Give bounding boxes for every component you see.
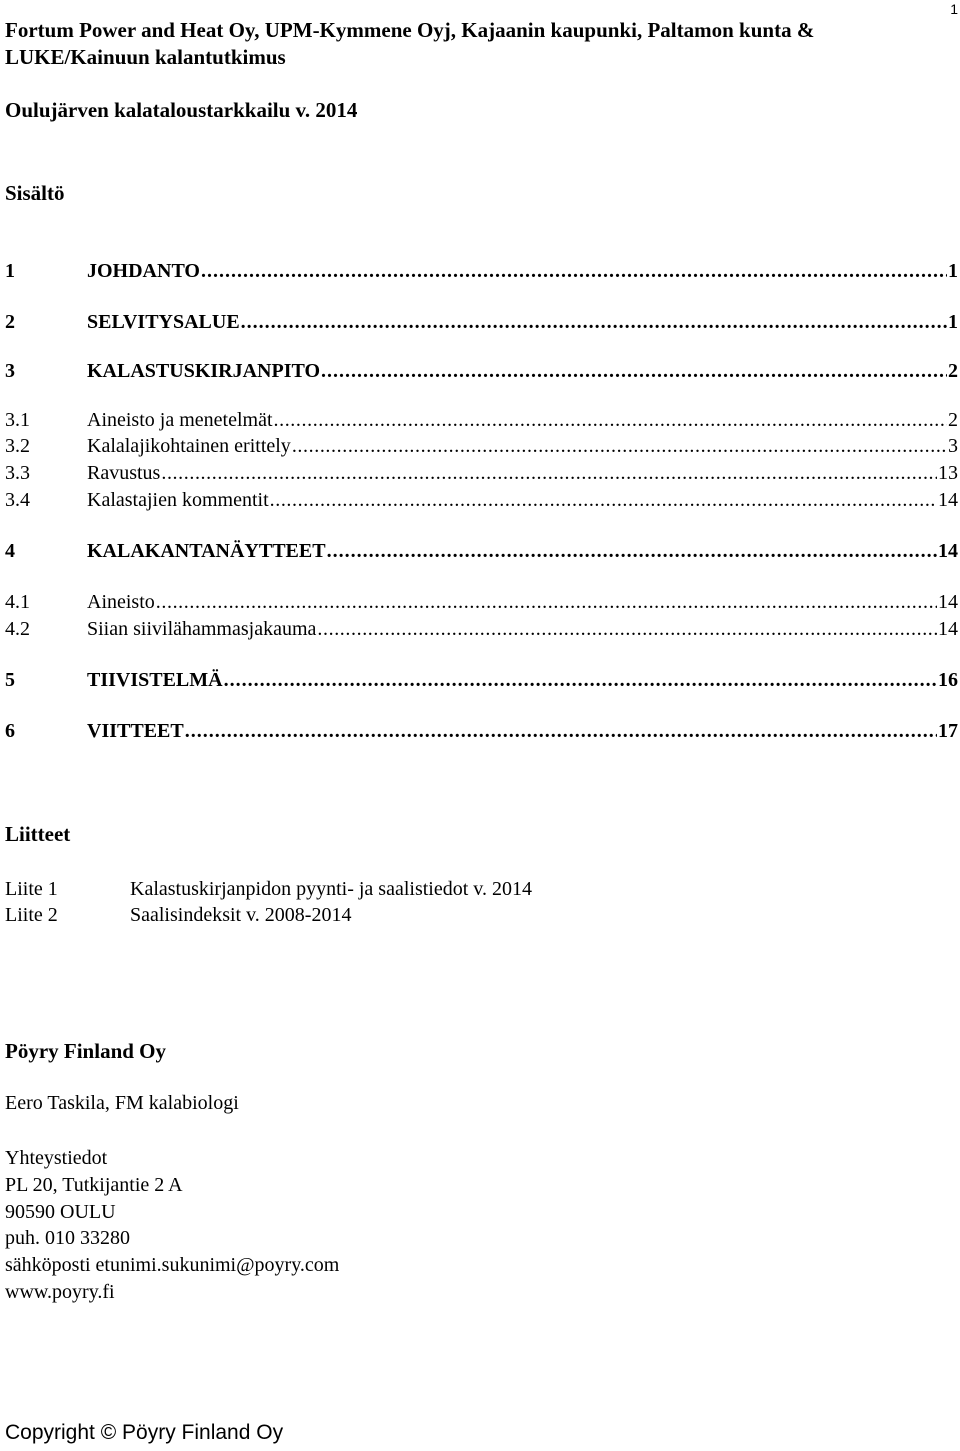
toc-entry[interactable] [5, 589, 958, 615]
toc-leader-dots [274, 407, 948, 433]
toc-entry-page: 3 [948, 435, 958, 457]
author: Eero Taskila, FM kalabiologi [5, 1092, 239, 1114]
toc-entry-title: KALASTUSKIRJANPITO [87, 360, 321, 382]
toc-entry-page: 14 [938, 540, 958, 562]
toc-entry-number: 3.4 [5, 489, 30, 511]
toc-entry-number: 4.2 [5, 618, 30, 640]
toc-leader-dots [185, 718, 937, 744]
appendix-label: Liite 2 [5, 904, 58, 926]
contents-heading: Sisältö [5, 181, 65, 205]
appendix-item [5, 902, 351, 928]
copyright-notice: Copyright © Pöyry Finland Oy [5, 1421, 284, 1444]
toc-entry-page: 2 [948, 409, 958, 431]
toc-entry-title: Ravustus [87, 462, 161, 484]
toc-entry-page: 13 [938, 462, 958, 484]
toc-entry-number: 3.1 [5, 409, 30, 431]
toc-entry-number: 4.1 [5, 591, 30, 613]
postal-address: PL 20, Tutkijantie 2 A [5, 1173, 183, 1196]
toc-entry[interactable] [5, 309, 958, 335]
page-number: 1 [950, 1, 958, 17]
toc-leader-dots [317, 616, 937, 642]
appendix-title: Kalastuskirjanpidon pyynti- ja saalistiedot v. 2014 [130, 878, 532, 900]
toc-entry-page: 16 [938, 669, 958, 691]
toc-leader-dots [161, 460, 937, 486]
toc-entry[interactable] [5, 538, 958, 564]
report-title: Oulujärven kalataloustarkkailu v. 2014 [5, 98, 358, 122]
toc-leader-dots [201, 258, 947, 284]
toc-entry[interactable] [5, 258, 958, 284]
toc-entry-number: 3 [5, 360, 15, 382]
toc-entry-number: 5 [5, 669, 15, 691]
toc-entry-number: 6 [5, 720, 15, 742]
appendix-heading: Liitteet [5, 822, 71, 846]
appendix-label: Liite 1 [5, 878, 58, 900]
toc-entry-number: 4 [5, 540, 15, 562]
toc-entry[interactable] [5, 718, 958, 744]
toc-entry-title: Aineisto [87, 591, 155, 613]
appendix-item [5, 876, 532, 902]
toc-entry-number: 1 [5, 260, 15, 282]
toc-entry-page: 14 [938, 489, 958, 511]
toc-entry-number: 3.3 [5, 462, 30, 484]
toc-entry-title: JOHDANTO [87, 260, 200, 282]
postal-code-city: 90590 OULU [5, 1200, 116, 1223]
email-address: sähköposti etunimi.sukunimi@poyry.com [5, 1254, 340, 1277]
appendix-title: Saalisindeksit v. 2008-2014 [130, 904, 352, 926]
toc-entry-title: Aineisto ja menetelmät [87, 409, 273, 431]
toc-leader-dots [270, 487, 937, 513]
toc-leader-dots [321, 358, 947, 384]
toc-entry-page: 1 [948, 260, 958, 282]
website-link[interactable]: www.poyry.fi [5, 1280, 115, 1303]
toc-entry[interactable] [5, 358, 958, 384]
phone-number: puh. 010 33280 [5, 1227, 130, 1250]
toc-entry-page: 14 [938, 618, 958, 640]
toc-entry-title: Kalalajikohtainen erittely [87, 435, 291, 457]
toc-leader-dots [224, 667, 937, 693]
toc-leader-dots [292, 433, 947, 459]
company-name: Pöyry Finland Oy [5, 1039, 167, 1063]
toc-entry-title: KALAKANTANÄYTTEET [87, 540, 326, 562]
toc-entry[interactable] [5, 616, 958, 642]
toc-leader-dots [241, 309, 947, 335]
toc-entry-page: 14 [938, 591, 958, 613]
toc-leader-dots [327, 538, 937, 564]
toc-entry[interactable] [5, 433, 958, 459]
toc-entry-title: SELVITYSALUE [87, 311, 240, 333]
toc-entry[interactable] [5, 487, 958, 513]
contact-block [5, 1145, 339, 1306]
toc-entry-number: 3.2 [5, 435, 30, 457]
toc-entry-page: 1 [948, 311, 958, 333]
toc-entry[interactable] [5, 460, 958, 486]
toc-entry-page: 17 [938, 720, 958, 742]
toc-entry-number: 2 [5, 311, 15, 333]
toc-leader-dots [156, 589, 937, 615]
toc-entry-page: 2 [948, 360, 958, 382]
toc-entry-title: Kalastajien kommentit [87, 489, 269, 511]
toc-entry[interactable] [5, 407, 958, 433]
contact-heading: Yhteystiedot [5, 1147, 108, 1169]
client-names: Fortum Power and Heat Oy, UPM-Kymmene Oyj, Kajaanin kaupunki, Paltamon kunta & LUKE/Kainuun kalantutkimus [5, 18, 815, 69]
toc-entry[interactable] [5, 667, 958, 693]
toc-entry-title: TIIVISTELMÄ [87, 669, 223, 691]
toc-entry-title: Siian siivilähammasjakauma [87, 618, 317, 640]
toc-entry-title: VIITTEET [87, 720, 184, 742]
